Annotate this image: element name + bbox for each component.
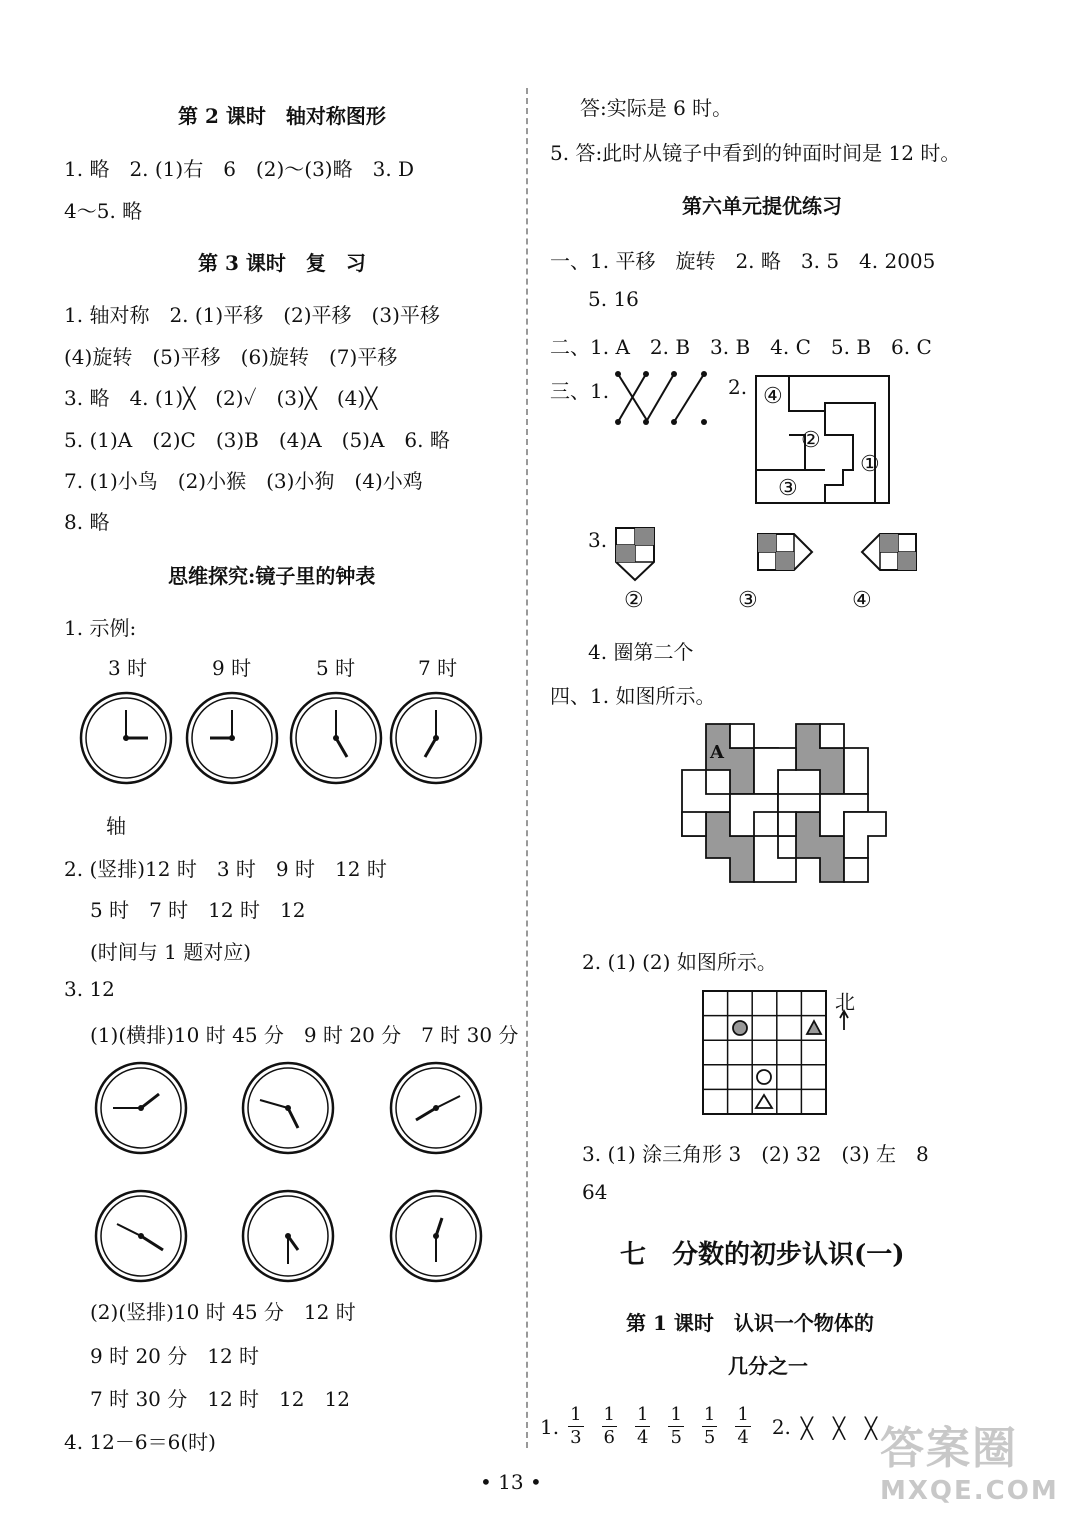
fraction: $\frac{1}{3}$ (570, 1404, 582, 1448)
heading-lesson-2: 第 2 课时 轴对称图形 (178, 104, 386, 128)
circled-4: ④ (852, 588, 872, 613)
chapter-title: 七 分数的初步认识(一) (620, 1240, 905, 1270)
shaded-triangle (807, 1021, 821, 1034)
clock-label: 3 时 (108, 656, 148, 680)
answer-line: 4. 12－6＝6(时) (64, 1430, 216, 1454)
heading-explore: 思维探究:镜子里的钟表 (168, 564, 376, 588)
answer-line: 5. 16 (588, 287, 639, 311)
answer-line: 一、1. 平移 旋转 2. 略 3. 5 4. 2005 (550, 249, 936, 273)
clock-920 (243, 1063, 333, 1153)
clocks-grid (94, 1060, 494, 1290)
triangle-mark (756, 1095, 772, 1108)
clock-7 (391, 693, 481, 783)
clock-3 (81, 693, 171, 783)
answer-line: 二、1. A 2. B 3. B 4. C 5. B 6. C (550, 335, 932, 359)
answer-line: 1. 略 2. (1)右 6 (2)～(3)略 3. D (64, 157, 415, 181)
clock-mirror-3 (391, 1191, 481, 1281)
answer-line: (4)旋转 (5)平移 (6)旋转 (7)平移 (64, 345, 398, 369)
answer-line: 2. (竖排)12 时 3 时 9 时 12 时 (64, 857, 387, 881)
answer-line: 答:实际是 6 时。 (580, 96, 733, 120)
heading-lesson-3: 第 3 课时 复 习 (198, 251, 366, 275)
fraction: $\frac{1}{6}$ (603, 1404, 615, 1448)
circled-4: ④ (763, 384, 783, 409)
answer-line: 8. 略 (64, 510, 110, 534)
circled-3: ③ (778, 476, 798, 501)
page-number: • 13 • (480, 1470, 542, 1494)
shape-3 (758, 534, 812, 570)
clock-5 (291, 693, 381, 783)
column-divider (526, 88, 528, 1448)
heading-c7-lesson1: 第 1 课时 认识一个物体的 (626, 1311, 874, 1335)
circled-2: ② (801, 428, 821, 453)
answer-line: 4. 圈第二个 (588, 640, 694, 664)
answer-line: 7 时 30 分 12 时 12 12 (90, 1387, 350, 1411)
answer-line: 9 时 20 分 12 时 (90, 1344, 260, 1368)
position-grid (702, 990, 830, 1118)
mirror-clocks-row (78, 690, 484, 790)
clock-1045 (96, 1063, 186, 1153)
fraction: $\frac{1}{5}$ (670, 1404, 682, 1448)
answer-line: 3. (1) 涂三角形 3 (2) 32 (3) 左 8 (582, 1142, 929, 1166)
answer-line: (1)(横排)10 时 45 分 9 时 20 分 7 时 30 分 (90, 1023, 519, 1047)
shape-2 (616, 528, 654, 580)
answer-line: 三、1. (550, 379, 610, 403)
answer-line: 7. (1)小鸟 (2)小猴 (3)小狗 (4)小鸡 (64, 469, 423, 493)
answer-line: 5 时 7 时 12 时 12 (90, 898, 306, 922)
fraction: $\frac{1}{4}$ (637, 1404, 649, 1448)
tile-letter: A (710, 742, 724, 763)
heading-c7-lesson1-b: 几分之一 (728, 1354, 808, 1378)
circled-2: ② (624, 588, 644, 613)
answer-line: 3. (588, 528, 608, 552)
axis-label: 轴 (106, 814, 126, 838)
fraction: $\frac{1}{5}$ (703, 1404, 716, 1448)
fraction-answers (540, 1404, 877, 1449)
answer-line: 四、1. 如图所示。 (550, 684, 716, 708)
answer-line: 1. 示例: (64, 616, 137, 640)
shape-4 (862, 534, 916, 570)
answer-line: 1. 轴对称 2. (1)平移 (2)平移 (3)平移 (64, 303, 440, 327)
cross-marks: ╳ ╳ ╳ (800, 1416, 878, 1440)
symmetry-shapes (614, 526, 914, 586)
watermark-url: MXQE.COM (880, 1476, 1059, 1506)
matching-lines (612, 368, 712, 428)
answer-line: 3. 略 4. (1)╳ (2)✓ (3)╳ (4)╳ (64, 386, 378, 410)
answer-line: 2. (1) (2) 如图所示。 (582, 950, 777, 974)
circled-3: ③ (738, 588, 758, 613)
fraction: $\frac{1}{4}$ (737, 1404, 749, 1448)
answer-line: 5. 答:此时从镜子中看到的钟面时间是 12 时。 (550, 141, 961, 165)
answer-line: 2. (728, 375, 748, 399)
clock-9 (187, 693, 277, 783)
q2-label: 2. (771, 1414, 791, 1439)
watermark-logo (880, 1412, 1059, 1506)
answer-line: (时间与 1 题对应) (90, 940, 252, 964)
watermark-text (880, 1412, 1059, 1506)
q1-label: 1. (540, 1414, 560, 1439)
shaded-circle (733, 1021, 747, 1035)
heading-unit-6: 第六单元提优练习 (682, 194, 842, 218)
answer-line: 5. (1)A (2)C (3)B (4)A (5)A 6. 略 (64, 428, 450, 452)
answer-line: (2)(竖排)10 时 45 分 12 时 (90, 1300, 356, 1324)
answer-line: 4～5. 略 (64, 199, 143, 223)
clock-mirror-1 (96, 1191, 186, 1281)
clock-label: 5 时 (316, 656, 356, 680)
answer-line: 64 (582, 1180, 608, 1204)
clock-730 (391, 1063, 481, 1153)
clock-label: 9 时 (212, 656, 252, 680)
north-label: 北 (835, 990, 855, 1014)
circled-1: ① (860, 452, 880, 477)
clock-mirror-2 (243, 1191, 333, 1281)
answer-line: 3. 12 (64, 977, 115, 1001)
north-arrow-icon (839, 1010, 849, 1032)
clock-label: 7 时 (418, 656, 458, 680)
watermark-cn: 答案圈 (880, 1423, 1018, 1474)
circle-mark (757, 1070, 771, 1084)
